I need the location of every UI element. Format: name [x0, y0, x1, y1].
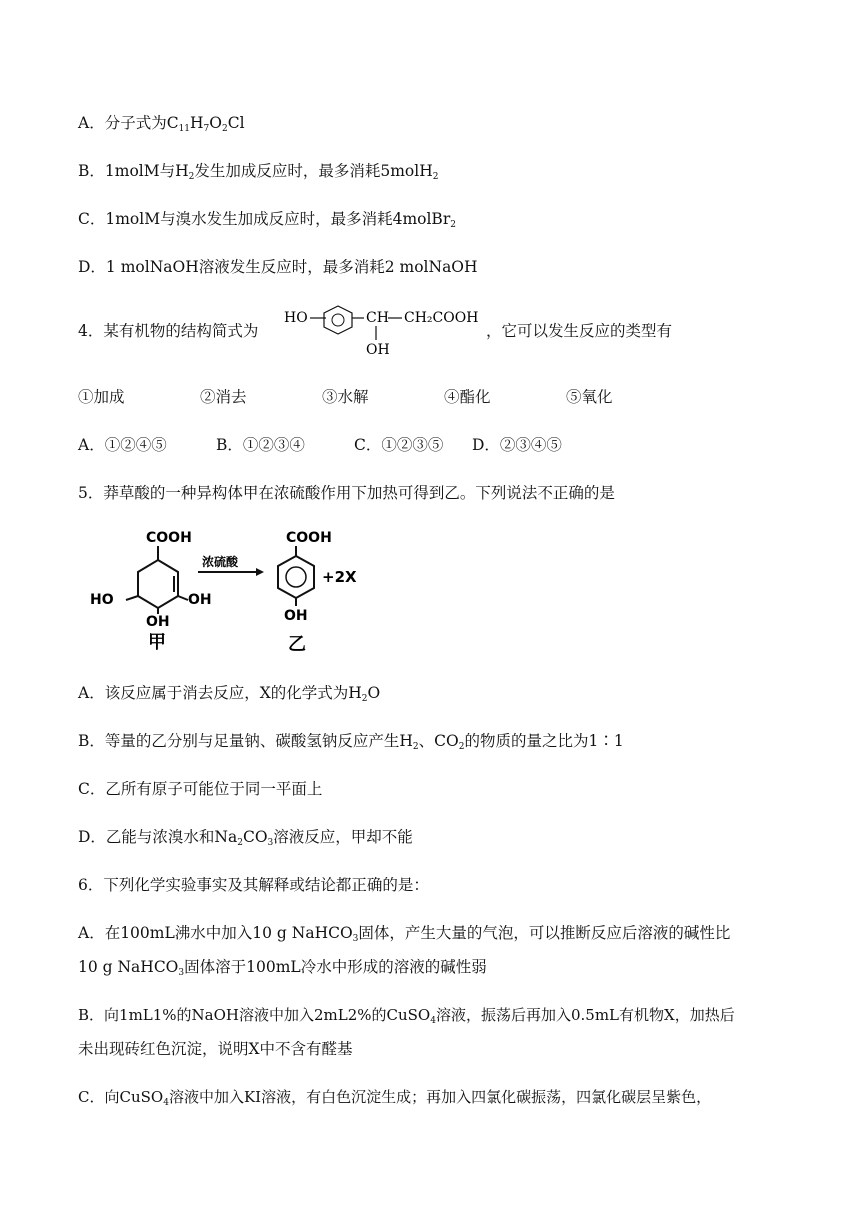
q4-options: [78, 434, 562, 456]
q4-structure-formula: [282, 300, 482, 364]
q6-option-b-line2: 未出现砖红色沉淀，说明X中不含有醛基: [78, 1040, 353, 1058]
jia-oh-mid-text: OH: [146, 614, 170, 630]
label-jia: 甲: [148, 632, 166, 653]
q5-option-b: B．等量的乙分别与足量钠、碳酸氢钠反应产生$H_2$、$CO_2$的物质的量之比为1∶1: [78, 732, 624, 752]
jia-ring-icon: [138, 560, 178, 608]
q4-option-b: B．①②③④: [216, 436, 305, 454]
q5-stem: 5．莽草酸的一种异构体甲在浓硫酸作用下加热可得到乙。下列说法不正确的是: [78, 484, 615, 502]
jia-ho-text: HO: [90, 592, 114, 608]
yi-cooh-text: COOH: [286, 530, 332, 546]
q5-option-a: A．该反应属于消去反应，X的化学式为$H_2O$: [78, 684, 381, 704]
q4-type-4: ④酯化: [444, 388, 491, 406]
q4-type-3: ③水解: [322, 388, 369, 406]
yi-ring-icon: [278, 556, 314, 598]
benzene-ring-icon: [324, 306, 352, 334]
struct-ch-text: CH: [366, 310, 389, 326]
q4-type-2: ②消去: [200, 388, 247, 406]
q3-option-c: C．1molM与溴水发生加成反应时，最多消耗4molBr$_2$: [78, 210, 456, 230]
q3-option-d: D．1 molNaOH溶液发生反应时，最多消耗2 molNaOH: [78, 258, 478, 276]
q6-option-b-line1: B．向1mL1%的NaOH溶液中加入2mL2%的CuSO$_4$溶液，振荡后再加入0.5mL有机物X，加热后: [78, 1006, 735, 1026]
q4-reaction-types: [78, 386, 613, 408]
q6-option-c-line1: C．向CuSO$_4$溶液中加入KI溶液，有白色沉淀生成；再加入四氯化碳振荡，四氯化碳层呈紫色，: [78, 1088, 712, 1108]
q4-stem-after: ，它可以发生反应的类型有: [486, 322, 673, 340]
q4-type-5: ⑤氧化: [566, 388, 613, 406]
struct-ch2cooh-text: CH₂COOH: [404, 310, 479, 326]
q3-option-a: A．分子式为$C_{11}H_7O_2Cl$: [78, 114, 245, 134]
q5-reaction-scheme: [88, 524, 378, 656]
q4-option-c: C．①②③⑤: [354, 436, 444, 454]
q6-option-a-line1: A．在100mL沸水中加入10 g NaHCO$_3$固体，产生大量的气泡，可以推断反应后溶液的碱性比: [78, 924, 731, 944]
q5-option-d: D．乙能与浓溴水和$Na_2CO_3$溶液反应，甲却不能: [78, 828, 413, 848]
q4-type-1: ①加成: [78, 388, 125, 406]
plus-x-text: +2X: [322, 568, 357, 586]
q3-option-b: B．1molM与$H_2$发生加成反应时，最多消耗5molH$_2$: [78, 162, 439, 182]
yi-oh-text: OH: [284, 608, 308, 624]
q5-option-c: C．乙所有原子可能位于同一平面上: [78, 780, 323, 798]
arrow-label-text: 浓硫酸: [202, 555, 239, 569]
arrow-head-icon: [256, 568, 264, 576]
struct-oh-text: OH: [366, 342, 390, 358]
jia-oh-right-text: OH: [188, 592, 212, 608]
q4-option-d: D．②③④⑤: [472, 436, 562, 454]
q6-stem: 6．下列化学实验事实及其解释或结论都正确的是：: [78, 876, 429, 894]
label-yi: 乙: [288, 634, 306, 655]
q6-option-a-line2: 10 g NaHCO$_3$固体溶于100mL冷水中形成的溶液的碱性弱: [78, 958, 487, 978]
q4-option-a: A．①②④⑤: [78, 436, 167, 454]
struct-ho-text: HO: [284, 310, 308, 326]
q4-stem-before: 4．某有机物的结构简式为: [78, 322, 259, 340]
jia-cooh-text: COOH: [146, 530, 192, 546]
